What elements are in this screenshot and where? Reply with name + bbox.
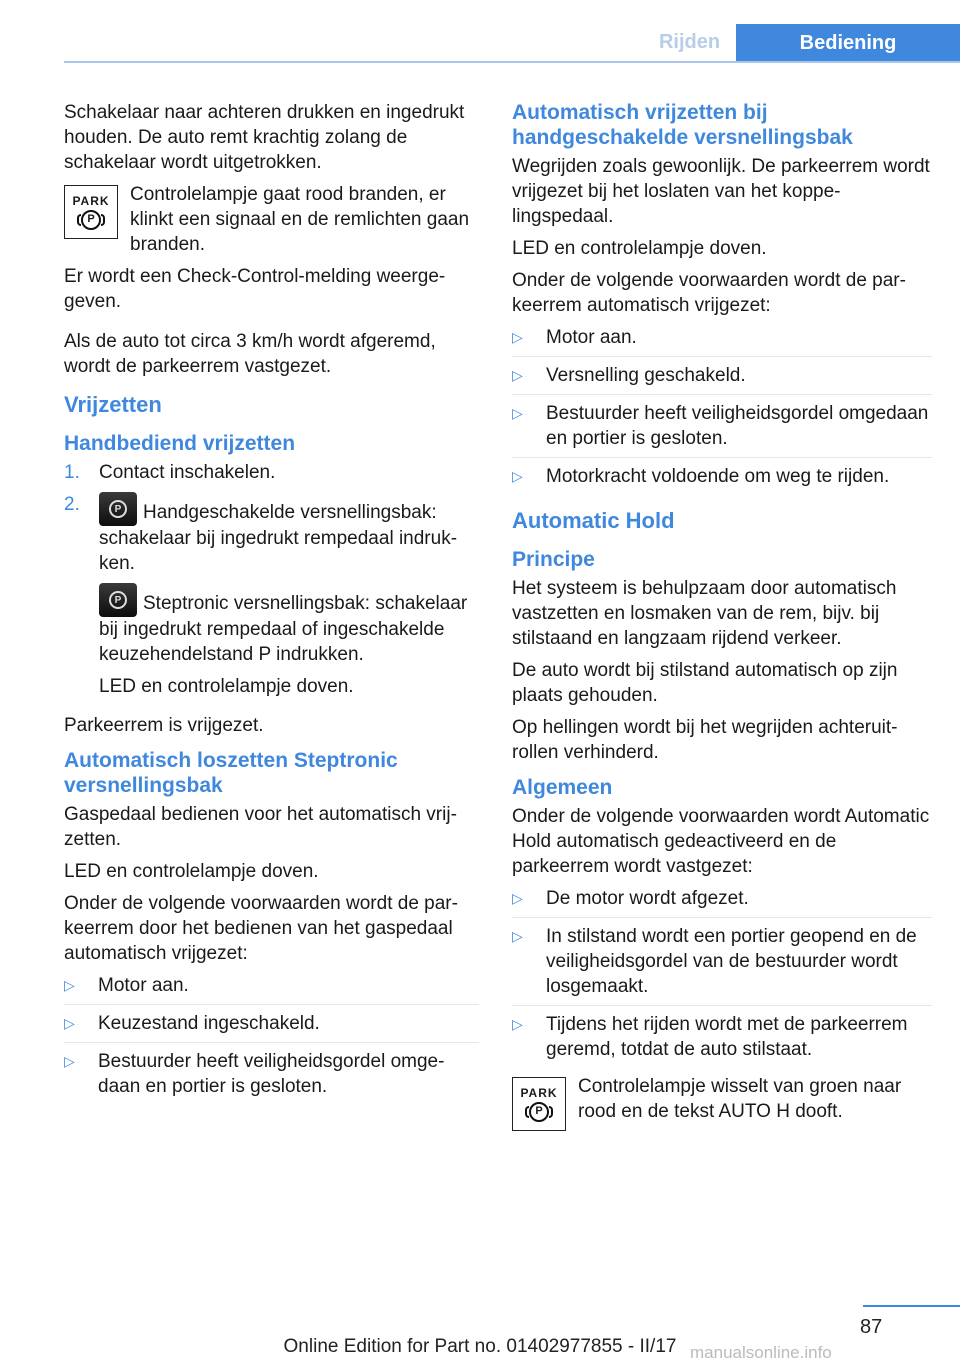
list-item: ▷ Motor aan. [512,325,932,357]
header-rule [64,61,960,63]
list-item: ▷ In stilstand wordt een portier geopend en de veiligheidsgordel van de bestuurder wordt losgemaakt. [512,924,932,1006]
list-item: ▷ De motor wordt afgezet. [512,886,932,918]
park-lamp-icon [512,1077,566,1131]
left-paragraph-5: Gaspedaal bedienen voor het automatisch vrijzetten. [64,804,457,850]
right-paragraph-7: Onder de volgende voorwaarden wordt Automatic Hold automatisch gedeactiveerd en de parkeerrem wordt vastgezet: [512,806,930,877]
step-number: 1. [64,462,80,483]
step-text: Contact inschakelen. [99,462,276,483]
step-item [64,460,479,485]
triangle-bullet-icon: ▷ [64,1053,75,1069]
left-paragraph-1: Schakelaar naar achteren drukken en ingedrukt houden. De auto remt krachtig zolang de schakelaar wordt uitgetrokken. [64,102,465,173]
list-item: ▷ Tijdens het rijden wordt met de parkeerrem geremd, totdat de auto stilstaat. [512,1014,908,1060]
left-paragraph-6: LED en controlelampje doven. [64,861,319,882]
header-tab-rijden: Rijden [658,31,721,53]
heading-algemeen: Algemeen [512,776,613,799]
step-2-manual: P Handgeschakelde versnellingsbak: schakelaar bij ingedrukt rempedaal indrukken. [99,492,479,576]
triangle-bullet-icon: ▷ [512,1016,523,1032]
right-paragraph-1: Wegrijden zoals gewoonlijk. De parkeerrem wordt vrijgezet bij het loslaten van het koppelingspedaal. [512,156,930,227]
right-bullet-list-1 [512,325,932,495]
right-paragraph-5: De auto wordt bij stilstand automatisch op zijn plaats gehouden. [512,660,898,706]
right-paragraph-3: Onder de volgende voorwaarden wordt de parkeerrem automatisch vrijgezet: [512,270,906,316]
left-bullet-list [64,973,479,1105]
park-icon-label: PARK [72,193,110,208]
list-item: ▷ Bestuurder heeft veiligheidsgordel omgedaan en portier is gesloten. [512,401,932,458]
right-paragraph-6: Op hellingen wordt bij het wegrijden achteruitrollen verhinderd. [512,717,898,763]
header-tab-bediening: Bediening [736,24,960,63]
triangle-bullet-icon: ▷ [512,890,523,906]
heading-automatic-hold: Automatic Hold [512,508,675,533]
step-2-led: LED en controlelampje doven. [99,676,354,697]
park-lamp-icon [64,185,118,239]
left-column [64,100,479,1111]
list-item: ▷ Motor aan. [64,973,479,1005]
edition-line: Online Edition for Part no. 01402977855 - II/17 [283,1336,677,1357]
icon-note-text: Controlelampje wisselt van groen naar rood en de tekst AUTO H dooft. [578,1076,902,1122]
left-paragraph-7: Onder de volgende voorwaarden wordt de parkeerrem door het bedienen van het gaspedaal automatisch vrijgezet: [64,893,458,964]
list-item: ▷ Bestuurder heeft veiligheidsgordel omgedaan en portier is gesloten. [64,1051,445,1097]
page-number: 87 [860,1316,883,1338]
left-paragraph-2: Er wordt een Check-Control-melding weergegeven. [64,266,446,312]
p-symbol: P [529,1102,549,1122]
triangle-bullet-icon: ▷ [512,468,523,484]
triangle-bullet-icon: ▷ [512,405,523,421]
left-paragraph-3: Als de auto tot circa 3 km/h wordt afgeremd, wordt de parkeerrem vastgezet. [64,331,436,377]
triangle-bullet-icon: ▷ [64,1015,75,1031]
triangle-bullet-icon: ▷ [512,329,523,345]
step-item [64,492,479,706]
heading-vrijzetten: Vrijzetten [64,392,162,417]
release-steps [64,460,479,706]
parking-brake-button-icon: P [99,492,137,526]
right-icon-note [512,1074,932,1131]
right-paragraph-2: LED en controlelampje doven. [512,238,767,259]
heading-auto-steptronic: Automatisch loszetten Steptronic versnellingsbak [64,749,398,797]
triangle-bullet-icon: ▷ [512,928,523,944]
step-number: 2. [64,494,80,515]
left-icon-note [64,182,479,257]
right-column [512,100,932,1138]
triangle-bullet-icon: ▷ [64,977,75,993]
step-2-steptronic: P Steptronic versnellingsbak: schakelaar bij ingedrukt rempedaal of ingeschakelde keuzehendelstand P indrukken. [99,583,479,667]
icon-note-text: Controlelampje gaat rood branden, er klinkt een signaal en de remlichten gaan branden. [130,184,470,255]
triangle-bullet-icon: ▷ [512,367,523,383]
watermark: manualsonline.info [690,1343,832,1362]
footer-rule [863,1305,960,1307]
right-bullet-list-2 [512,886,932,1068]
left-paragraph-4: Parkeerrem is vrijgezet. [64,715,264,736]
park-icon-label: PARK [520,1085,558,1100]
p-symbol: P [81,210,101,230]
heading-principe: Principe [512,548,595,571]
list-item: ▷ Keuzestand ingeschakeld. [64,1011,479,1043]
heading-auto-hand: Automatisch vrijzetten bij handgeschakelde versnellingsbak [512,101,853,149]
parking-brake-button-icon: P [99,583,137,617]
list-item: ▷ Versnelling geschakeld. [512,363,932,395]
right-paragraph-4: Het systeem is behulpzaam door automatisch vastzetten en losmaken van de rem, bijv. bij stilstaand en langzaam rijdend verkeer. [512,578,897,649]
list-item: ▷ Motorkracht voldoende om weg te rijden. [512,466,890,487]
heading-handbediend: Handbediend vrijzetten [64,432,296,455]
